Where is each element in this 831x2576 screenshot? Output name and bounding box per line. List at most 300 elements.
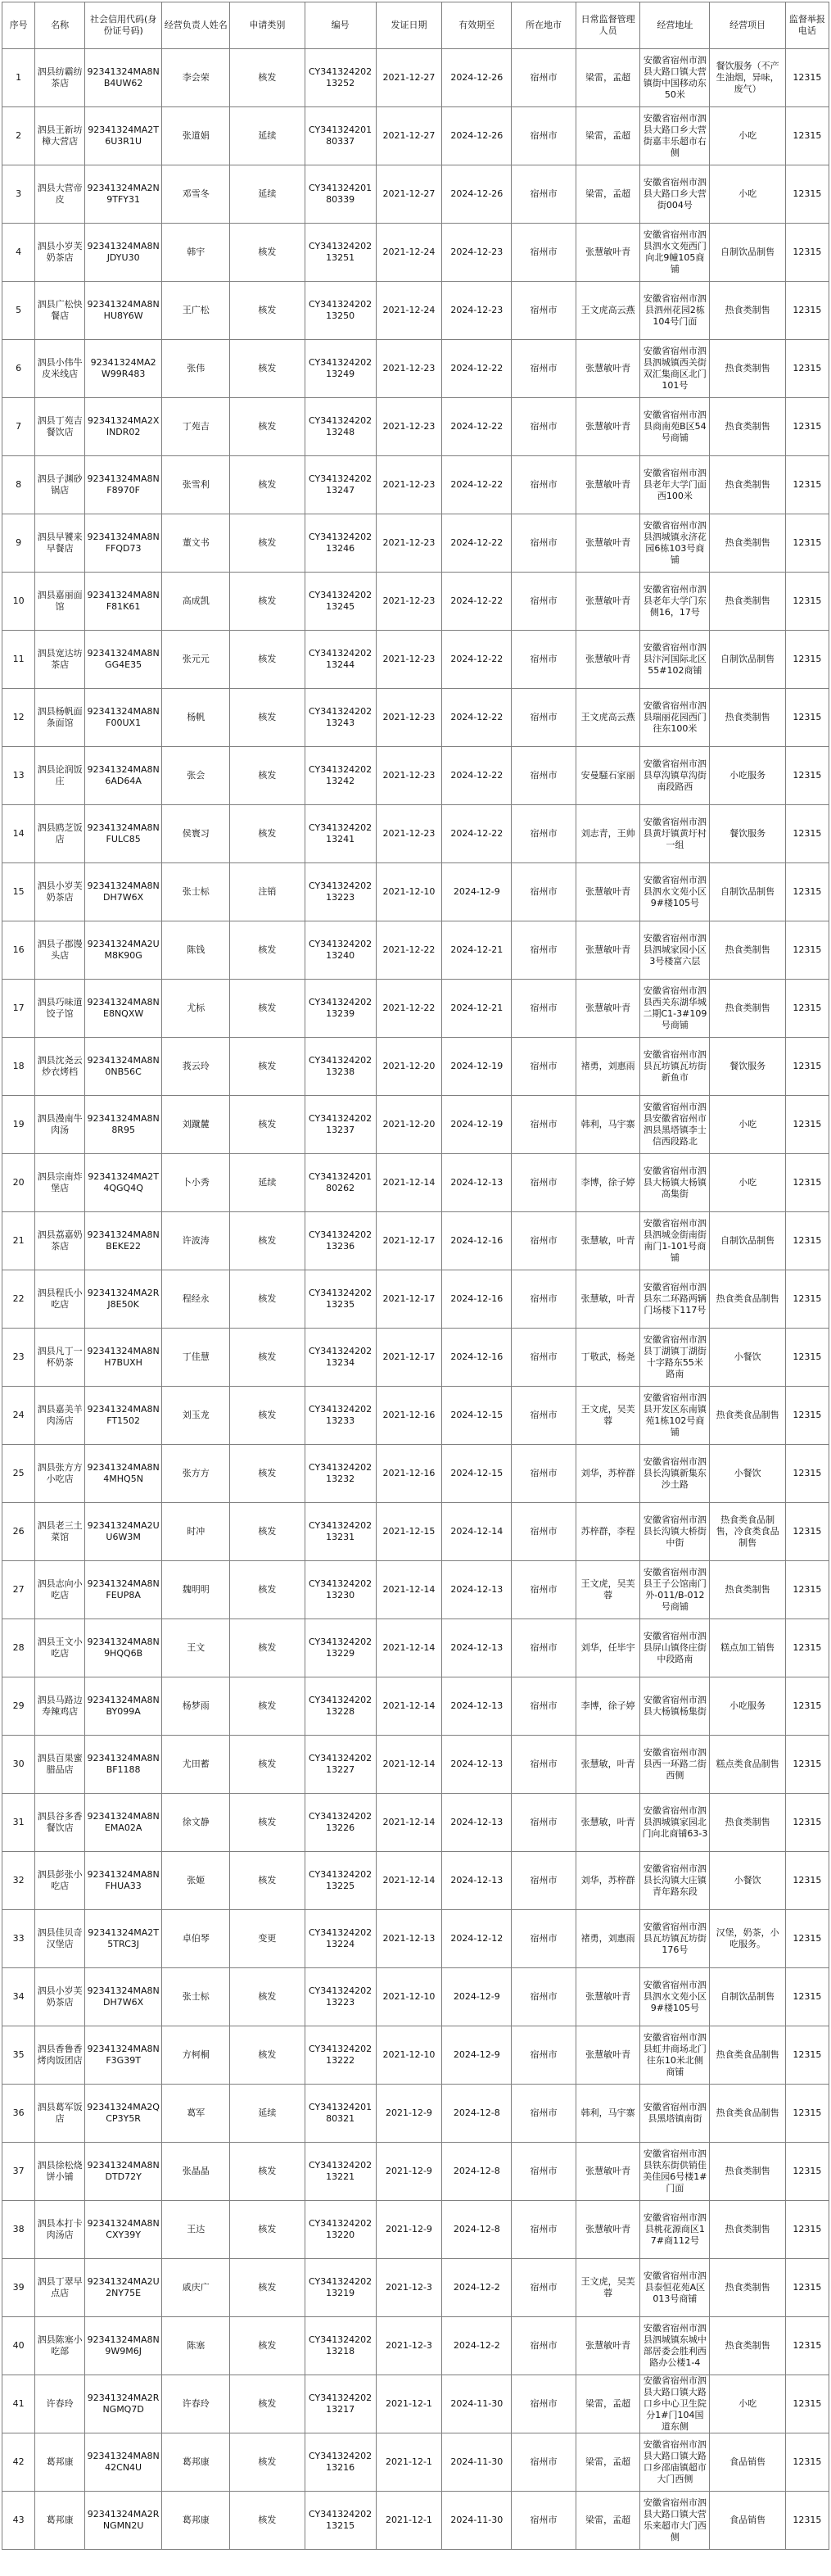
cell-credit-code: 92341324MA8N9W9M6J (84, 2317, 162, 2375)
cell-cert-number: CY34132420213225 (305, 1852, 376, 1910)
cell-business-scope: 小餐饮 (710, 1852, 785, 1910)
table-row (2, 1503, 829, 1561)
cell-manager: 许波涛 (162, 1212, 230, 1270)
cell-valid-until: 2024-12-21 (442, 980, 512, 1038)
cell-address: 安徽省宿州市泗县长沟镇大庄镇青年路东段 (640, 1852, 710, 1910)
cell-name: 泗县论润饭庄 (35, 747, 85, 805)
cell-seq: 28 (2, 1619, 35, 1677)
cell-seq: 41 (2, 2375, 35, 2433)
cell-credit-code: 92341324MA8N4MHQ5N (84, 1445, 162, 1503)
cell-issue-date: 2021-12-23 (376, 398, 442, 456)
cell-supervisor: 王文虎，吴芙蓉 (576, 1561, 640, 1619)
cell-category: 核发 (230, 631, 305, 689)
cell-supervisor: 丁敬武，杨尧 (576, 1329, 640, 1387)
cell-supervisor: 梁雷，孟超 (576, 49, 640, 107)
cell-address: 安徽省宿州市泗县瓦坊镇瓦坊街新鱼市 (640, 1038, 710, 1096)
cell-seq: 7 (2, 398, 35, 456)
table-row (2, 689, 829, 747)
col-header-issue-date: 发证日期 (376, 2, 442, 49)
col-header-city: 所在地市 (512, 2, 576, 49)
cell-cert-number: CY34132420213244 (305, 631, 376, 689)
table-row (2, 1096, 829, 1154)
cell-city: 宿州市 (512, 514, 576, 573)
table-row (2, 1212, 829, 1270)
cell-credit-code: 92341324MA8NH7BUXH (84, 1329, 162, 1387)
cell-category: 核发 (230, 1096, 305, 1154)
cell-hotline: 12315 (785, 921, 829, 980)
cell-address: 安徽省宿州市泗县泗水文苑西门向北9幢105商铺 (640, 224, 710, 282)
cell-hotline: 12315 (785, 2085, 829, 2143)
cell-address: 安徽省宿州市泗县长沟镇大桥街中街 (640, 1503, 710, 1561)
cell-city: 宿州市 (512, 1852, 576, 1910)
cell-cert-number: CY34132420213247 (305, 456, 376, 514)
cell-manager: 魏明明 (162, 1561, 230, 1619)
cell-seq: 29 (2, 1677, 35, 1736)
cell-seq: 16 (2, 921, 35, 980)
cell-supervisor: 张慧敏叶青 (576, 2026, 640, 2085)
cell-category: 核发 (230, 1038, 305, 1096)
cell-category: 注销 (230, 863, 305, 921)
cell-hotline: 12315 (785, 398, 829, 456)
cell-cert-number: CY34132420213236 (305, 1212, 376, 1270)
cell-cert-number: CY34132420213240 (305, 921, 376, 980)
cell-credit-code: 92341324MA8NDH7W6X (84, 863, 162, 921)
cell-category: 延续 (230, 165, 305, 224)
cell-business-scope: 热食类制售 (710, 1794, 785, 1852)
cell-issue-date: 2021-12-23 (376, 514, 442, 573)
cell-address: 安徽省宿州市泗县安徽省宿州市泗县黑塔镇李士信西段路北 (640, 1096, 710, 1154)
cell-issue-date: 2021-12-27 (376, 165, 442, 224)
cell-issue-date: 2021-12-1 (376, 2492, 442, 2550)
cell-seq: 43 (2, 2492, 35, 2550)
cell-name: 泗县鸥芝饭店 (35, 805, 85, 863)
cell-issue-date: 2021-12-10 (376, 863, 442, 921)
cell-address: 安徽省宿州市泗县瑞丽花园西门往东100米 (640, 689, 710, 747)
cell-manager: 侯寰习 (162, 805, 230, 863)
table-row (2, 573, 829, 631)
cell-business-scope: 食品销售 (710, 2433, 785, 2492)
cell-issue-date: 2021-12-15 (376, 1503, 442, 1561)
cell-cert-number: CY34132420180339 (305, 165, 376, 224)
table-row (2, 398, 829, 456)
table-row (2, 1794, 829, 1852)
cell-hotline: 12315 (785, 2492, 829, 2550)
cell-name: 泗县小岁芙奶茶店 (35, 863, 85, 921)
cell-hotline: 12315 (785, 2201, 829, 2259)
cell-valid-until: 2024-12-16 (442, 1212, 512, 1270)
cell-credit-code: 92341324MA8NFT1502 (84, 1387, 162, 1445)
cell-business-scope: 热食类制售 (710, 689, 785, 747)
cell-supervisor: 王文虎高云燕 (576, 282, 640, 340)
cell-cert-number: CY34132420213231 (305, 1503, 376, 1561)
table-row (2, 863, 829, 921)
cell-credit-code: 92341324MA8N9HQQ6B (84, 1619, 162, 1677)
cell-credit-code: 92341324MA8NF3G39T (84, 2026, 162, 2085)
cell-manager: 王达 (162, 2201, 230, 2259)
cell-city: 宿州市 (512, 1329, 576, 1387)
cell-credit-code: 92341324MA2U2NY75E (84, 2259, 162, 2317)
cell-seq: 36 (2, 2085, 35, 2143)
cell-issue-date: 2021-12-17 (376, 1329, 442, 1387)
cell-category: 核发 (230, 1794, 305, 1852)
cell-address: 安徽省宿州市泗县老年大学门东侧16，17号 (640, 573, 710, 631)
cell-business-scope: 小吃 (710, 165, 785, 224)
cell-issue-date: 2021-12-17 (376, 1212, 442, 1270)
cell-name: 泗县纺霸纺茶店 (35, 49, 85, 107)
cell-business-scope: 热食类制售 (710, 921, 785, 980)
cell-valid-until: 2024-11-30 (442, 2433, 512, 2492)
cell-supervisor: 苏梓群，李程 (576, 1503, 640, 1561)
table-row (2, 1038, 829, 1096)
license-table (2, 2, 829, 2550)
cell-credit-code: 92341324MA2RNGMQ7D (84, 2375, 162, 2433)
cell-name: 泗县马路边寿辣鸡店 (35, 1677, 85, 1736)
cell-seq: 1 (2, 49, 35, 107)
cell-credit-code: 92341324MA8NE8NQXW (84, 980, 162, 1038)
cell-credit-code: 92341324MA8NDTD72Y (84, 2143, 162, 2201)
cell-city: 宿州市 (512, 2026, 576, 2085)
cell-name: 许春玲 (35, 2375, 85, 2433)
cell-seq: 24 (2, 1387, 35, 1445)
cell-address: 安徽省宿州市泗县泗水文苑小区9#楼105号 (640, 863, 710, 921)
cell-business-scope: 小吃 (710, 1154, 785, 1212)
cell-name: 泗县徐松烧饼小铺 (35, 2143, 85, 2201)
cell-supervisor: 张慧敏叶青 (576, 1968, 640, 2026)
cell-credit-code: 92341324MA2N9TFY31 (84, 165, 162, 224)
cell-address: 安徽省宿州市泗县瓦坊镇瓦坊街176号 (640, 1910, 710, 1968)
cell-seq: 39 (2, 2259, 35, 2317)
cell-name: 泗县王文小吃店 (35, 1619, 85, 1677)
cell-cert-number: CY34132420213226 (305, 1794, 376, 1852)
cell-manager: 杨帆 (162, 689, 230, 747)
cell-business-scope: 小吃 (710, 2375, 785, 2433)
cell-category: 核发 (230, 1329, 305, 1387)
cell-name: 泗县葛军饭店 (35, 2085, 85, 2143)
header-row (2, 2, 829, 49)
cell-address: 安徽省宿州市泗县泗州花园2栋104号门面 (640, 282, 710, 340)
cell-address: 安徽省宿州市泗县大路口镇大路口乡邵庙镇超市大门西侧 (640, 2433, 710, 2492)
cell-manager: 方柯桐 (162, 2026, 230, 2085)
cell-issue-date: 2021-12-23 (376, 456, 442, 514)
cell-category: 核发 (230, 1852, 305, 1910)
cell-address: 安徽省宿州市泗县屏山镇佟庄街中段路南 (640, 1619, 710, 1677)
table-row (2, 631, 829, 689)
cell-name: 泗县老三土菜馆 (35, 1503, 85, 1561)
cell-seq: 37 (2, 2143, 35, 2201)
cell-seq: 27 (2, 1561, 35, 1619)
cell-issue-date: 2021-12-14 (376, 1619, 442, 1677)
cell-hotline: 12315 (785, 1677, 829, 1736)
table-row (2, 1445, 829, 1503)
cell-name: 泗县小伟牛皮米线店 (35, 340, 85, 398)
cell-valid-until: 2024-12-26 (442, 165, 512, 224)
cell-cert-number: CY34132420213243 (305, 689, 376, 747)
cell-business-scope: 小餐饮 (710, 1329, 785, 1387)
cell-manager: 王文 (162, 1619, 230, 1677)
table-row (2, 224, 829, 282)
cell-supervisor: 张慧敏叶青 (576, 2317, 640, 2375)
cell-issue-date: 2021-12-24 (376, 224, 442, 282)
cell-issue-date: 2021-12-14 (376, 1154, 442, 1212)
cell-hotline: 12315 (785, 1212, 829, 1270)
cell-supervisor: 刘华，苏梓群 (576, 1445, 640, 1503)
cell-issue-date: 2021-12-17 (376, 1270, 442, 1329)
cell-name: 泗县小岁芙奶茶店 (35, 224, 85, 282)
cell-name: 泗县早饕来早餐店 (35, 514, 85, 573)
cell-city: 宿州市 (512, 1561, 576, 1619)
cell-issue-date: 2021-12-13 (376, 1910, 442, 1968)
cell-hotline: 12315 (785, 1910, 829, 1968)
table-row (2, 805, 829, 863)
cell-issue-date: 2021-12-27 (376, 107, 442, 165)
cell-issue-date: 2021-12-10 (376, 1968, 442, 2026)
cell-manager: 高成凯 (162, 573, 230, 631)
table-row (2, 2433, 829, 2492)
cell-name: 泗县香鲁香烤肉饭团店 (35, 2026, 85, 2085)
cell-city: 宿州市 (512, 573, 576, 631)
cell-valid-until: 2024-12-12 (442, 1910, 512, 1968)
cell-business-scope: 热食类食品制售 (710, 2085, 785, 2143)
cell-cert-number: CY34132420213250 (305, 282, 376, 340)
cell-address: 安徽省宿州市泗县泗城镇西关街双汇集商区北门101号 (640, 340, 710, 398)
cell-supervisor: 王文虎高云燕 (576, 689, 640, 747)
cell-seq: 30 (2, 1736, 35, 1794)
cell-category: 核发 (230, 456, 305, 514)
cell-address: 安徽省宿州市泗县桃花源商区17#商112号 (640, 2201, 710, 2259)
cell-issue-date: 2021-12-27 (376, 49, 442, 107)
cell-business-scope: 餐饮服务 (710, 805, 785, 863)
cell-seq: 33 (2, 1910, 35, 1968)
cell-address: 安徽省宿州市泗县铁东街供销佳美佳园6号楼1#门面 (640, 2143, 710, 2201)
cell-seq: 9 (2, 514, 35, 573)
cell-hotline: 12315 (785, 165, 829, 224)
cell-name: 泗县本打卡肉汤店 (35, 2201, 85, 2259)
cell-valid-until: 2024-12-13 (442, 1852, 512, 1910)
cell-issue-date: 2021-12-14 (376, 1677, 442, 1736)
cell-category: 核发 (230, 2317, 305, 2375)
cell-address: 安徽省宿州市泗县大路口乡大营街嘉丰乐超市右侧 (640, 107, 710, 165)
cell-category: 核发 (230, 805, 305, 863)
cell-name: 泗县佳贝奇汉堡店 (35, 1910, 85, 1968)
cell-valid-until: 2024-12-13 (442, 1154, 512, 1212)
cell-valid-until: 2024-12-19 (442, 1096, 512, 1154)
col-header-cert-number: 编号 (305, 2, 376, 49)
cell-seq: 23 (2, 1329, 35, 1387)
cell-category: 核发 (230, 282, 305, 340)
cell-hotline: 12315 (785, 2143, 829, 2201)
cell-category: 核发 (230, 2375, 305, 2433)
cell-city: 宿州市 (512, 1445, 576, 1503)
cell-manager: 张道娟 (162, 107, 230, 165)
cell-supervisor: 张慧敏叶青 (576, 398, 640, 456)
cell-business-scope: 糕点加工销售 (710, 1619, 785, 1677)
cell-supervisor: 梁雷，孟超 (576, 165, 640, 224)
cell-cert-number: CY34132420213242 (305, 747, 376, 805)
cell-issue-date: 2021-12-14 (376, 1561, 442, 1619)
cell-valid-until: 2024-12-23 (442, 282, 512, 340)
cell-credit-code: 92341324MA8N0NB56C (84, 1038, 162, 1096)
cell-cert-number: CY34132420213221 (305, 2143, 376, 2201)
cell-supervisor: 张慧敏叶青 (576, 224, 640, 282)
cell-credit-code: 92341324MA8NFEUP8A (84, 1561, 162, 1619)
cell-business-scope: 热食类制售 (710, 456, 785, 514)
cell-supervisor: 张慧敏叶青 (576, 2201, 640, 2259)
cell-hotline: 12315 (785, 1096, 829, 1154)
cell-manager: 丁苑吉 (162, 398, 230, 456)
table-row (2, 2492, 829, 2550)
cell-city: 宿州市 (512, 49, 576, 107)
cell-business-scope: 小吃 (710, 1096, 785, 1154)
cell-category: 核发 (230, 2259, 305, 2317)
cell-supervisor: 张慧敏叶青 (576, 631, 640, 689)
cell-issue-date: 2021-12-1 (376, 2433, 442, 2492)
cell-issue-date: 2021-12-23 (376, 573, 442, 631)
cell-supervisor: 韩利，马宇寨 (576, 1096, 640, 1154)
cell-manager: 葛邦康 (162, 2492, 230, 2550)
cell-name: 泗县杨帆面条面馆 (35, 689, 85, 747)
cell-city: 宿州市 (512, 2143, 576, 2201)
cell-hotline: 12315 (785, 282, 829, 340)
cell-valid-until: 2024-11-30 (442, 2375, 512, 2433)
cell-supervisor: 褚勇，刘惠雨 (576, 1910, 640, 1968)
cell-city: 宿州市 (512, 980, 576, 1038)
cell-business-scope: 热食类制售 (710, 514, 785, 573)
cell-business-scope: 小吃服务 (710, 1677, 785, 1736)
cell-address: 安徽省宿州市泗县东二环路两辆门场楼下117号 (640, 1270, 710, 1329)
cell-valid-until: 2024-12-22 (442, 689, 512, 747)
cell-credit-code: 92341324MA8NHU8Y6W (84, 282, 162, 340)
cell-credit-code: 92341324MA8NDH7W6X (84, 1968, 162, 2026)
cell-business-scope: 小吃服务 (710, 747, 785, 805)
cell-address: 安徽省宿州市泗县大路口乡大营街004号 (640, 165, 710, 224)
col-header-seq: 序号 (2, 2, 35, 49)
cell-city: 宿州市 (512, 1038, 576, 1096)
cell-address: 安徽省宿州市泗县王子公馆南门外-011/B-012号商铺 (640, 1561, 710, 1619)
cell-seq: 19 (2, 1096, 35, 1154)
cell-valid-until: 2024-12-8 (442, 2201, 512, 2259)
cell-address: 安徽省宿州市泗县开发区东南镇苑1栋102号商铺 (640, 1387, 710, 1445)
cell-category: 变更 (230, 1910, 305, 1968)
cell-issue-date: 2021-12-23 (376, 631, 442, 689)
cell-cert-number: CY34132420180262 (305, 1154, 376, 1212)
table-row (2, 1154, 829, 1212)
table-row (2, 2026, 829, 2085)
cell-business-scope: 热食类食品制售，冷食类食品制售 (710, 1503, 785, 1561)
cell-cert-number: CY34132420213223 (305, 1968, 376, 2026)
cell-hotline: 12315 (785, 805, 829, 863)
cell-credit-code: 92341324MA8N6AD64A (84, 747, 162, 805)
cell-name: 泗县巧味道饺子馆 (35, 980, 85, 1038)
cell-name: 泗县程氏小吃店 (35, 1270, 85, 1329)
cell-city: 宿州市 (512, 2375, 576, 2433)
cell-hotline: 12315 (785, 1561, 829, 1619)
cell-cert-number: CY34132420213232 (305, 1445, 376, 1503)
cell-business-scope: 热食类制售 (710, 2317, 785, 2375)
cell-name: 泗县丁苑吉餐饮店 (35, 398, 85, 456)
cell-business-scope: 小吃 (710, 107, 785, 165)
cell-hotline: 12315 (785, 1619, 829, 1677)
cell-credit-code: 92341324MA8NBF1188 (84, 1736, 162, 1794)
cell-issue-date: 2021-12-3 (376, 2317, 442, 2375)
cell-business-scope: 糕点类食品制售 (710, 1736, 785, 1794)
table-row (2, 2201, 829, 2259)
cell-cert-number: CY34132420213220 (305, 2201, 376, 2259)
cell-issue-date: 2021-12-3 (376, 2259, 442, 2317)
cell-cert-number: CY34132420213235 (305, 1270, 376, 1329)
cell-cert-number: CY34132420213245 (305, 573, 376, 631)
cell-supervisor: 张慧敏，叶青 (576, 1270, 640, 1329)
cell-cert-number: CY34132420213222 (305, 2026, 376, 2085)
cell-business-scope: 热食类制售 (710, 2143, 785, 2201)
cell-city: 宿州市 (512, 863, 576, 921)
cell-city: 宿州市 (512, 1270, 576, 1329)
cell-valid-until: 2024-12-15 (442, 1387, 512, 1445)
table-row (2, 2375, 829, 2433)
col-header-address: 经营地址 (640, 2, 710, 49)
cell-valid-until: 2024-11-30 (442, 2492, 512, 2550)
cell-valid-until: 2024-12-13 (442, 1619, 512, 1677)
cell-credit-code: 92341324MA8NCXY39Y (84, 2201, 162, 2259)
cell-valid-until: 2024-12-19 (442, 1038, 512, 1096)
cell-manager: 丁佳慧 (162, 1329, 230, 1387)
table-row (2, 1910, 829, 1968)
cell-valid-until: 2024-12-22 (442, 340, 512, 398)
cell-hotline: 12315 (785, 1794, 829, 1852)
cell-issue-date: 2021-12-23 (376, 747, 442, 805)
col-header-hotline: 监督举报电话 (785, 2, 829, 49)
cell-manager: 徐文静 (162, 1794, 230, 1852)
cell-category: 延续 (230, 107, 305, 165)
cell-seq: 34 (2, 1968, 35, 2026)
cell-cert-number: CY34132420213237 (305, 1096, 376, 1154)
cell-issue-date: 2021-12-14 (376, 1794, 442, 1852)
cell-cert-number: CY34132420213249 (305, 340, 376, 398)
cell-hotline: 12315 (785, 2433, 829, 2492)
cell-seq: 6 (2, 340, 35, 398)
cell-credit-code: 92341324MA2UU6W3M (84, 1503, 162, 1561)
cell-address: 安徽省宿州市泗县泗水文苑小区9#楼105号 (640, 1968, 710, 2026)
cell-valid-until: 2024-12-21 (442, 921, 512, 980)
cell-valid-until: 2024-12-22 (442, 456, 512, 514)
cell-city: 宿州市 (512, 1677, 576, 1736)
cell-category: 核发 (230, 2201, 305, 2259)
cell-valid-until: 2024-12-13 (442, 1794, 512, 1852)
cell-category: 核发 (230, 1619, 305, 1677)
cell-issue-date: 2021-12-9 (376, 2143, 442, 2201)
table-row (2, 514, 829, 573)
cell-valid-until: 2024-12-13 (442, 1736, 512, 1794)
cell-seq: 20 (2, 1154, 35, 1212)
cell-business-scope: 热食类制售 (710, 2201, 785, 2259)
cell-category: 核发 (230, 2492, 305, 2550)
cell-name: 泗县小岁芙奶茶店 (35, 1968, 85, 2026)
cell-issue-date: 2021-12-23 (376, 689, 442, 747)
cell-business-scope: 热食类制售 (710, 282, 785, 340)
cell-seq: 40 (2, 2317, 35, 2375)
cell-address: 安徽省宿州市泗县大路口镇大路口乡中心卫生院分1#门104国道东侧 (640, 2375, 710, 2433)
cell-issue-date: 2021-12-16 (376, 1387, 442, 1445)
cell-manager: 葛邦康 (162, 2433, 230, 2492)
cell-cert-number: CY34132420213228 (305, 1677, 376, 1736)
cell-address: 安徽省宿州市泗县汴河国际北区55#102商铺 (640, 631, 710, 689)
cell-manager: 张士标 (162, 1968, 230, 2026)
cell-category: 核发 (230, 1503, 305, 1561)
cell-credit-code: 92341324MA8NF8970F (84, 456, 162, 514)
cell-valid-until: 2024-12-9 (442, 2026, 512, 2085)
table-row (2, 1387, 829, 1445)
cell-cert-number: CY34132420213217 (305, 2375, 376, 2433)
cell-category: 核发 (230, 1561, 305, 1619)
